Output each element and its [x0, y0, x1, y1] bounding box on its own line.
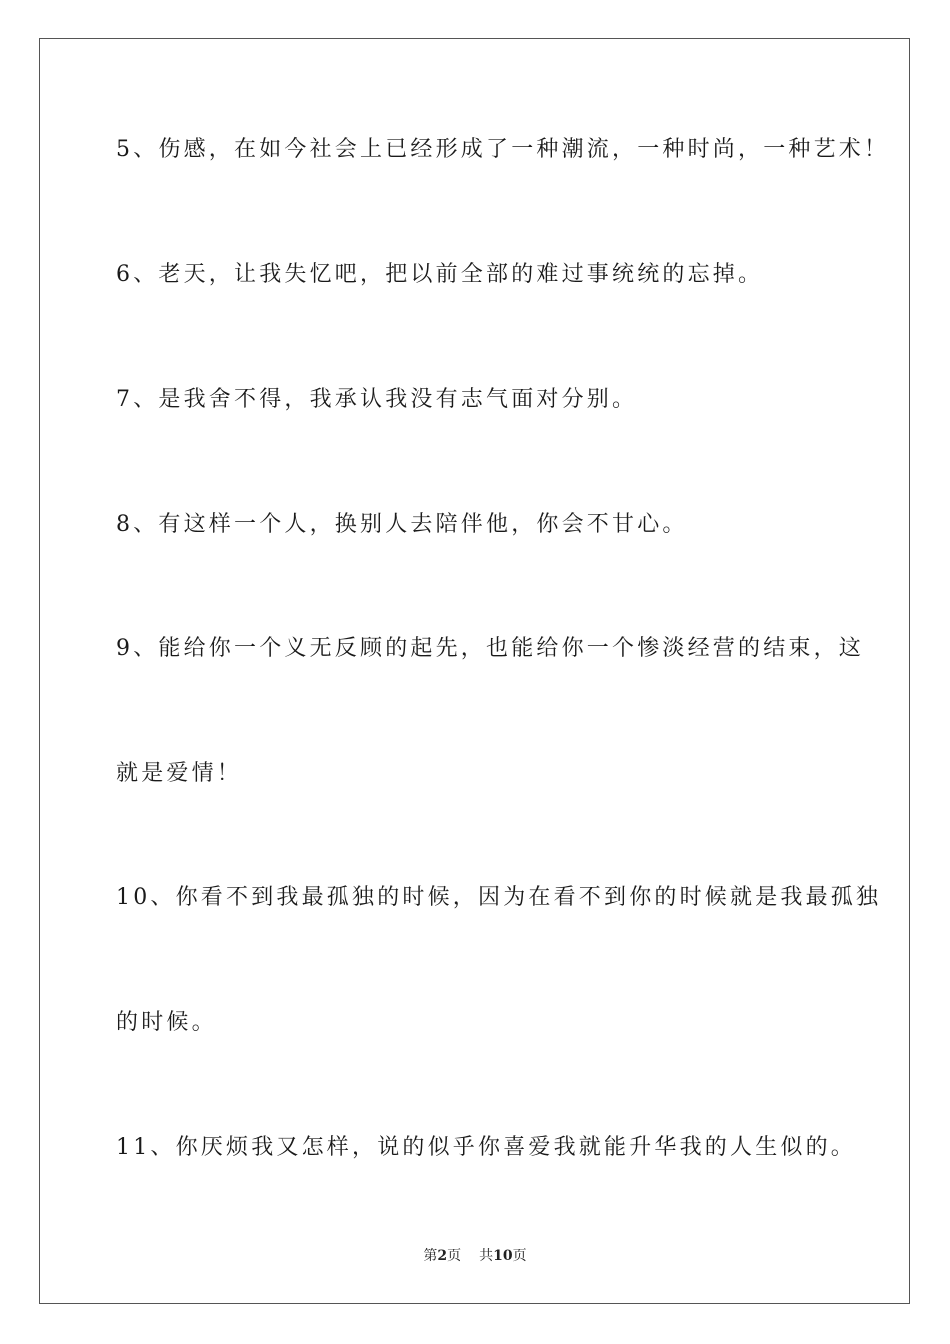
text-line-5: 5、伤感，在如今社会上已经形成了一种潮流，一种时尚，一种艺术！: [116, 137, 890, 162]
text-line-9: 9、能给你一个义无反顾的起先，也能给你一个惨淡经营的结束，这: [116, 636, 864, 661]
text-line-11: 11、你厌烦我又怎样，说的似乎你喜爱我就能升华我的人生似的。: [116, 1135, 856, 1160]
text-line-7: 7、是我舍不得，我承认我没有志气面对分别。: [116, 387, 638, 412]
text-line-9-continued: 就是爱情！: [116, 761, 243, 786]
total-prefix: 共: [479, 1248, 494, 1264]
page-suffix: 页: [447, 1248, 462, 1264]
text-line-10-continued: 的时候。: [116, 1010, 217, 1035]
current-page-number: 2: [437, 1248, 448, 1264]
text-line-6: 6、老天，让我失忆吧，把以前全部的难过事统统的忘掉。: [116, 262, 764, 287]
text-line-10: 10、你看不到我最孤独的时候，因为在看不到你的时候就是我最孤独: [116, 885, 882, 910]
text-line-8: 8、有这样一个人，换别人去陪伴他，你会不甘心。: [116, 512, 688, 537]
total-page-count: 10: [493, 1248, 513, 1264]
page-prefix: 第: [423, 1248, 438, 1264]
page-footer: [0, 1246, 950, 1266]
page-border: [39, 38, 910, 1304]
total-suffix: 页: [512, 1248, 527, 1264]
